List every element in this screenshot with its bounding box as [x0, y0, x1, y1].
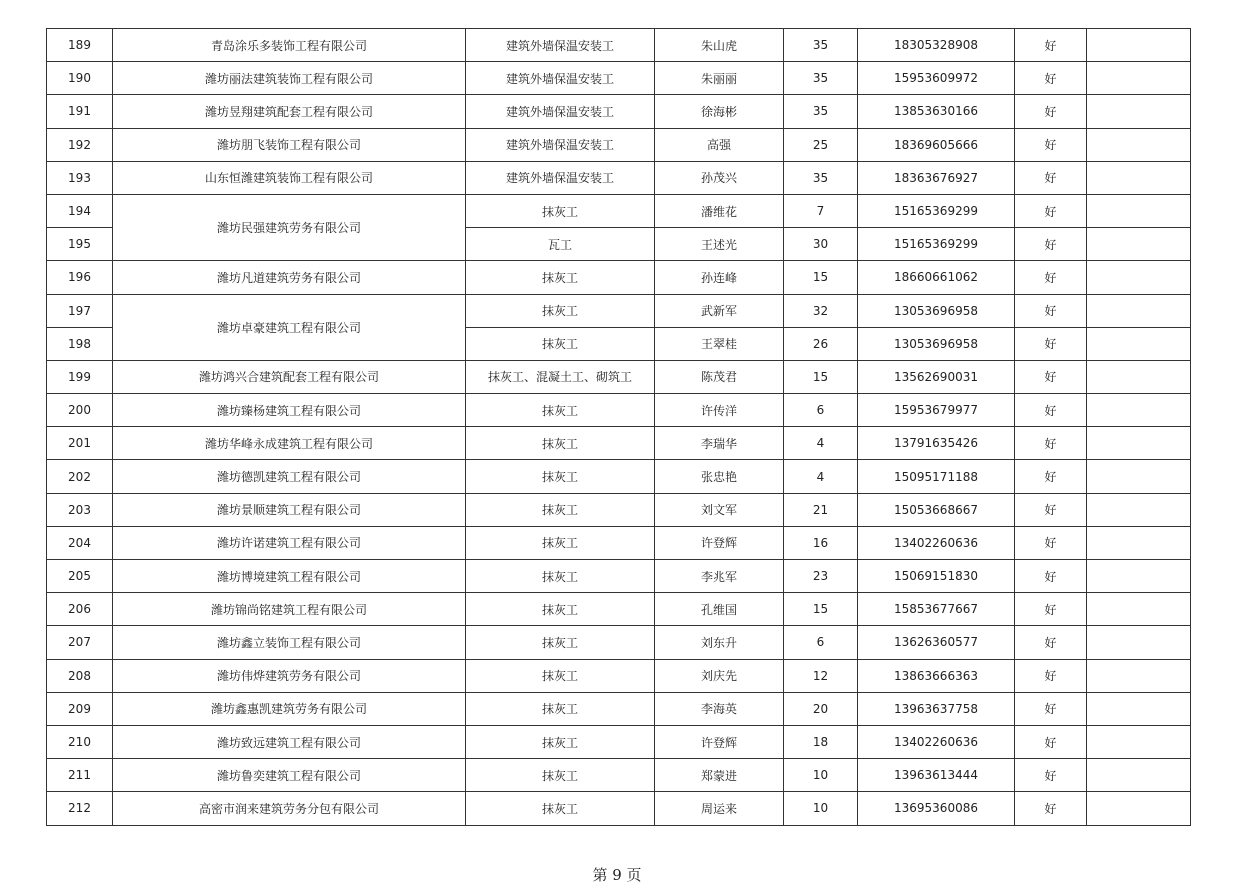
phone-cell: 18369605666 — [858, 128, 1015, 161]
worker-count-cell: 25 — [784, 128, 858, 161]
trade-cell: 抹灰工 — [466, 427, 655, 460]
note-cell — [1087, 261, 1191, 294]
row-number-cell: 198 — [47, 327, 113, 360]
contact-name-cell: 刘庆先 — [655, 659, 784, 692]
company-cell: 潍坊鑫惠凯建筑劳务有限公司 — [113, 692, 466, 725]
company-cell: 潍坊鑫立装饰工程有限公司 — [113, 626, 466, 659]
worker-count-cell: 26 — [784, 327, 858, 360]
row-number-cell: 208 — [47, 659, 113, 692]
company-cell: 潍坊鲁奕建筑工程有限公司 — [113, 759, 466, 792]
phone-cell: 13402260636 — [858, 725, 1015, 758]
worker-count-cell: 21 — [784, 493, 858, 526]
rating-cell: 好 — [1015, 294, 1087, 327]
note-cell — [1087, 692, 1191, 725]
table-row — [47, 29, 1191, 62]
company-cell: 潍坊景顺建筑工程有限公司 — [113, 493, 466, 526]
worker-count-cell: 4 — [784, 427, 858, 460]
company-cell: 潍坊朋飞装饰工程有限公司 — [113, 128, 466, 161]
row-number-cell: 194 — [47, 194, 113, 227]
trade-cell: 抹灰工 — [466, 725, 655, 758]
table-row — [47, 394, 1191, 427]
rating-cell: 好 — [1015, 560, 1087, 593]
trade-cell: 抹灰工 — [466, 394, 655, 427]
table-row — [47, 427, 1191, 460]
trade-cell: 建筑外墙保温安装工 — [466, 29, 655, 62]
trade-cell: 抹灰工 — [466, 460, 655, 493]
phone-cell: 13402260636 — [858, 526, 1015, 559]
row-number-cell: 210 — [47, 725, 113, 758]
trade-cell: 建筑外墙保温安装工 — [466, 128, 655, 161]
row-number-cell: 206 — [47, 593, 113, 626]
trade-cell: 建筑外墙保温安装工 — [466, 161, 655, 194]
trade-cell: 抹灰工 — [466, 792, 655, 825]
phone-cell: 15853677667 — [858, 593, 1015, 626]
contact-name-cell: 刘文军 — [655, 493, 784, 526]
rating-cell: 好 — [1015, 427, 1087, 460]
note-cell — [1087, 626, 1191, 659]
company-cell: 山东恒潍建筑装饰工程有限公司 — [113, 161, 466, 194]
trade-cell: 抹灰工 — [466, 493, 655, 526]
worker-count-cell: 15 — [784, 593, 858, 626]
company-cell: 潍坊凡道建筑劳务有限公司 — [113, 261, 466, 294]
row-number-cell: 195 — [47, 228, 113, 261]
contact-name-cell: 李瑞华 — [655, 427, 784, 460]
trade-cell: 抹灰工、混凝土工、砌筑工 — [466, 360, 655, 393]
worker-count-cell: 6 — [784, 394, 858, 427]
note-cell — [1087, 526, 1191, 559]
row-number-cell: 190 — [47, 62, 113, 95]
note-cell — [1087, 759, 1191, 792]
rating-cell: 好 — [1015, 327, 1087, 360]
table-row — [47, 62, 1191, 95]
contact-name-cell: 许传洋 — [655, 394, 784, 427]
company-cell: 潍坊德凯建筑工程有限公司 — [113, 460, 466, 493]
row-number-cell: 192 — [47, 128, 113, 161]
company-cell: 潍坊博境建筑工程有限公司 — [113, 560, 466, 593]
rating-cell: 好 — [1015, 759, 1087, 792]
rating-cell: 好 — [1015, 29, 1087, 62]
trade-cell: 抹灰工 — [466, 526, 655, 559]
contact-name-cell: 朱山虎 — [655, 29, 784, 62]
row-number-cell: 191 — [47, 95, 113, 128]
phone-cell: 13791635426 — [858, 427, 1015, 460]
trade-cell: 建筑外墙保温安装工 — [466, 95, 655, 128]
contact-name-cell: 王述光 — [655, 228, 784, 261]
row-number-cell: 211 — [47, 759, 113, 792]
row-number-cell: 207 — [47, 626, 113, 659]
contact-name-cell: 高强 — [655, 128, 784, 161]
rating-cell: 好 — [1015, 261, 1087, 294]
trade-cell: 抹灰工 — [466, 626, 655, 659]
phone-cell: 13562690031 — [858, 360, 1015, 393]
phone-cell: 15069151830 — [858, 560, 1015, 593]
worker-count-cell: 16 — [784, 526, 858, 559]
worker-count-cell: 20 — [784, 692, 858, 725]
note-cell — [1087, 493, 1191, 526]
row-number-cell: 201 — [47, 427, 113, 460]
phone-cell: 13053696958 — [858, 327, 1015, 360]
note-cell — [1087, 128, 1191, 161]
rating-cell: 好 — [1015, 626, 1087, 659]
trade-cell: 抹灰工 — [466, 294, 655, 327]
worker-count-cell: 32 — [784, 294, 858, 327]
contact-name-cell: 孙连峰 — [655, 261, 784, 294]
table-row — [47, 95, 1191, 128]
note-cell — [1087, 427, 1191, 460]
company-cell: 高密市润来建筑劳务分包有限公司 — [113, 792, 466, 825]
worker-count-cell: 10 — [784, 759, 858, 792]
note-cell — [1087, 792, 1191, 825]
phone-cell: 13863666363 — [858, 659, 1015, 692]
rating-cell: 好 — [1015, 526, 1087, 559]
rating-cell: 好 — [1015, 593, 1087, 626]
worker-count-cell: 35 — [784, 62, 858, 95]
page-number: 第 9 页 — [592, 866, 642, 884]
company-cell: 潍坊锦尚铭建筑工程有限公司 — [113, 593, 466, 626]
phone-cell: 13963613444 — [858, 759, 1015, 792]
table-row — [47, 792, 1191, 825]
phone-cell: 15165369299 — [858, 194, 1015, 227]
worker-registry-table — [46, 28, 1191, 826]
contact-name-cell: 孙茂兴 — [655, 161, 784, 194]
note-cell — [1087, 360, 1191, 393]
phone-cell: 18305328908 — [858, 29, 1015, 62]
row-number-cell: 196 — [47, 261, 113, 294]
table-row — [47, 493, 1191, 526]
row-number-cell: 202 — [47, 460, 113, 493]
contact-name-cell: 许登辉 — [655, 725, 784, 758]
trade-cell: 抹灰工 — [466, 560, 655, 593]
company-cell: 潍坊鸿兴合建筑配套工程有限公司 — [113, 360, 466, 393]
phone-cell: 13053696958 — [858, 294, 1015, 327]
worker-count-cell: 18 — [784, 725, 858, 758]
row-number-cell: 193 — [47, 161, 113, 194]
row-number-cell: 209 — [47, 692, 113, 725]
contact-name-cell: 陈茂君 — [655, 360, 784, 393]
phone-cell: 18363676927 — [858, 161, 1015, 194]
rating-cell: 好 — [1015, 493, 1087, 526]
note-cell — [1087, 228, 1191, 261]
contact-name-cell: 刘东升 — [655, 626, 784, 659]
note-cell — [1087, 327, 1191, 360]
row-number-cell: 203 — [47, 493, 113, 526]
company-cell: 潍坊华峰永成建筑工程有限公司 — [113, 427, 466, 460]
table-row — [47, 460, 1191, 493]
table-row — [47, 659, 1191, 692]
rating-cell: 好 — [1015, 692, 1087, 725]
company-cell: 潍坊许诺建筑工程有限公司 — [113, 526, 466, 559]
company-cell: 潍坊伟烨建筑劳务有限公司 — [113, 659, 466, 692]
row-number-cell: 212 — [47, 792, 113, 825]
table-row — [47, 526, 1191, 559]
contact-name-cell: 王翠桂 — [655, 327, 784, 360]
rating-cell: 好 — [1015, 228, 1087, 261]
table-row — [47, 692, 1191, 725]
company-cell: 潍坊丽法建筑装饰工程有限公司 — [113, 62, 466, 95]
contact-name-cell: 朱丽丽 — [655, 62, 784, 95]
note-cell — [1087, 29, 1191, 62]
phone-cell: 13626360577 — [858, 626, 1015, 659]
worker-count-cell: 35 — [784, 95, 858, 128]
phone-cell: 15053668667 — [858, 493, 1015, 526]
contact-name-cell: 许登辉 — [655, 526, 784, 559]
note-cell — [1087, 659, 1191, 692]
company-cell: 青岛涂乐多装饰工程有限公司 — [113, 29, 466, 62]
rating-cell: 好 — [1015, 128, 1087, 161]
row-number-cell: 199 — [47, 360, 113, 393]
note-cell — [1087, 725, 1191, 758]
worker-count-cell: 10 — [784, 792, 858, 825]
trade-cell: 抹灰工 — [466, 692, 655, 725]
company-cell: 潍坊民强建筑劳务有限公司 — [113, 194, 466, 260]
worker-count-cell: 15 — [784, 360, 858, 393]
table-row — [47, 593, 1191, 626]
trade-cell: 抹灰工 — [466, 327, 655, 360]
worker-count-cell: 7 — [784, 194, 858, 227]
trade-cell: 抹灰工 — [466, 659, 655, 692]
worker-count-cell: 15 — [784, 261, 858, 294]
contact-name-cell: 李海英 — [655, 692, 784, 725]
phone-cell: 15095171188 — [858, 460, 1015, 493]
company-cell: 潍坊卓豪建筑工程有限公司 — [113, 294, 466, 360]
row-number-cell: 204 — [47, 526, 113, 559]
trade-cell: 抹灰工 — [466, 194, 655, 227]
contact-name-cell: 徐海彬 — [655, 95, 784, 128]
contact-name-cell: 李兆军 — [655, 560, 784, 593]
table-row — [47, 161, 1191, 194]
table-row — [47, 194, 1191, 227]
rating-cell: 好 — [1015, 659, 1087, 692]
contact-name-cell: 周运来 — [655, 792, 784, 825]
phone-cell: 15165369299 — [858, 228, 1015, 261]
row-number-cell: 200 — [47, 394, 113, 427]
company-cell: 潍坊致远建筑工程有限公司 — [113, 725, 466, 758]
note-cell — [1087, 161, 1191, 194]
worker-count-cell: 35 — [784, 29, 858, 62]
phone-cell: 13853630166 — [858, 95, 1015, 128]
table-row — [47, 560, 1191, 593]
table-row — [47, 759, 1191, 792]
contact-name-cell: 潘维花 — [655, 194, 784, 227]
trade-cell: 抹灰工 — [466, 759, 655, 792]
rating-cell: 好 — [1015, 725, 1087, 758]
note-cell — [1087, 294, 1191, 327]
contact-name-cell: 孔维国 — [655, 593, 784, 626]
phone-cell: 15953609972 — [858, 62, 1015, 95]
rating-cell: 好 — [1015, 360, 1087, 393]
table-row — [47, 360, 1191, 393]
rating-cell: 好 — [1015, 95, 1087, 128]
worker-count-cell: 35 — [784, 161, 858, 194]
worker-count-cell: 23 — [784, 560, 858, 593]
rating-cell: 好 — [1015, 161, 1087, 194]
row-number-cell: 197 — [47, 294, 113, 327]
phone-cell: 15953679977 — [858, 394, 1015, 427]
worker-count-cell: 6 — [784, 626, 858, 659]
rating-cell: 好 — [1015, 62, 1087, 95]
note-cell — [1087, 394, 1191, 427]
rating-cell: 好 — [1015, 460, 1087, 493]
worker-count-cell: 30 — [784, 228, 858, 261]
rating-cell: 好 — [1015, 394, 1087, 427]
phone-cell: 18660661062 — [858, 261, 1015, 294]
trade-cell: 抹灰工 — [466, 261, 655, 294]
trade-cell: 瓦工 — [466, 228, 655, 261]
worker-count-cell: 4 — [784, 460, 858, 493]
table-row — [47, 261, 1191, 294]
trade-cell: 抹灰工 — [466, 593, 655, 626]
company-cell: 潍坊昱翔建筑配套工程有限公司 — [113, 95, 466, 128]
phone-cell: 13963637758 — [858, 692, 1015, 725]
note-cell — [1087, 95, 1191, 128]
note-cell — [1087, 194, 1191, 227]
contact-name-cell: 张忠艳 — [655, 460, 784, 493]
note-cell — [1087, 593, 1191, 626]
note-cell — [1087, 62, 1191, 95]
table-row — [47, 128, 1191, 161]
table-body — [47, 29, 1191, 826]
note-cell — [1087, 560, 1191, 593]
note-cell — [1087, 460, 1191, 493]
table-row — [47, 294, 1191, 327]
table-row — [47, 626, 1191, 659]
contact-name-cell: 郑蒙进 — [655, 759, 784, 792]
company-cell: 潍坊臻杨建筑工程有限公司 — [113, 394, 466, 427]
contact-name-cell: 武新军 — [655, 294, 784, 327]
table-row — [47, 725, 1191, 758]
row-number-cell: 205 — [47, 560, 113, 593]
row-number-cell: 189 — [47, 29, 113, 62]
phone-cell: 13695360086 — [858, 792, 1015, 825]
trade-cell: 建筑外墙保温安装工 — [466, 62, 655, 95]
rating-cell: 好 — [1015, 792, 1087, 825]
rating-cell: 好 — [1015, 194, 1087, 227]
worker-count-cell: 12 — [784, 659, 858, 692]
